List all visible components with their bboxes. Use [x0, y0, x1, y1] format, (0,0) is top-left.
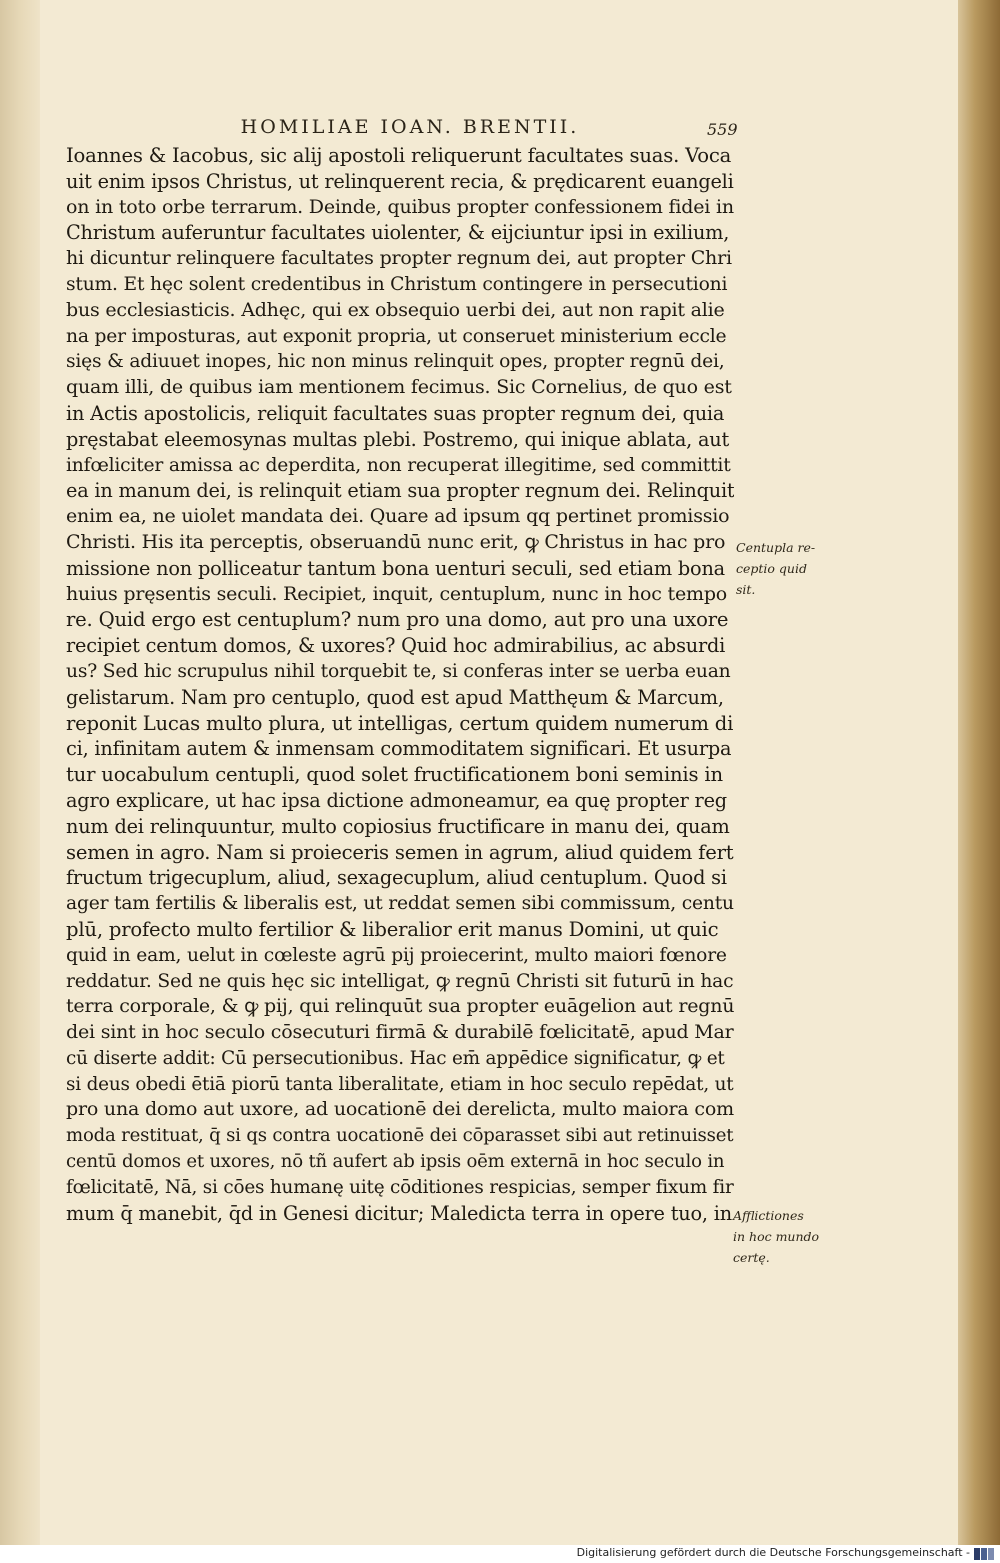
text-line: ci, infinitam autem & inmensam commoditatem significari. Et usurpa [66, 737, 732, 761]
text-line: stum. Et hęc solent credentibus in Christum contingere in persecutioni [66, 273, 728, 295]
text-line: dei sint in hoc seculo cōsecuturi firmā & durabilē fœlicitatē, apud Mar [66, 1021, 734, 1044]
funding-credit: Digitalisierung gefördert durch die Deutsche Forschungsgemeinschaft - [576, 1546, 970, 1559]
text-line: Ioannes & Iacobus, sic alij apostoli reliquerunt facultates suas. Voca [66, 144, 732, 167]
marginal-note: Afflictiones in hoc mundo certę. [733, 1208, 820, 1265]
text-line: uit enim ipsos Christus, ut relinquerent recia, & prędicarent euangeli [66, 169, 734, 193]
text-line: terra corporale, & ꝙ pij, qui relinquūt sua propter euāgelion aut regnū [66, 995, 734, 1018]
digitization-footer [0, 1545, 1000, 1563]
text-line: us? Sed hic scrupulus nihil torquebit te, si conferas inter se uerba euan [66, 660, 731, 682]
text-line: missione non polliceatur tantum bona uenturi seculi, sed etiam bona [66, 556, 725, 580]
book-gutter [0, 0, 40, 1545]
text-line: enim ea, ne uiolet mandata dei. Quare ad ipsum qq pertinet promissio [66, 505, 730, 528]
text-line: mum q̄ manebit, q̄d in Genesi dicitur; Maledicta terra in opere tuo, in [66, 1201, 732, 1225]
text-line: cū diserte addit: Cū persecutionibus. Hac em̄ appēdice significatur, ꝙ et [66, 1047, 725, 1069]
text-line: re. Quid ergo est centuplum? num pro una domo, aut pro una uxore [66, 608, 729, 632]
text-line: centū domos et uxores, nō tñ aufert ab ipsis oēm externā in hoc seculo in [66, 1151, 725, 1173]
text-line: ager tam fertilis & liberalis est, ut reddat semen sibi commissum, centu [66, 893, 734, 915]
text-line: ea in manum dei, is relinquit etiam sua propter regnum dei. Relinquit [66, 479, 734, 503]
folio-number: 559 [707, 120, 738, 139]
text-line: na per imposturas, aut exponit propria, ut conseruet ministerium eccle [66, 325, 727, 347]
text-line: num dei relinquuntur, multo copiosius fructificare in manu dei, quam [66, 814, 730, 838]
text-line: tur uocabulum centupli, quod solet fructificationem boni seminis in [66, 763, 723, 787]
text-line: Christum auferuntur facultates uiolenter, & eijciuntur ipsi in exilium, [66, 221, 730, 245]
text-line: pro una domo aut uxore, ad uocationē dei derelicta, multo maiora com [66, 1098, 734, 1121]
text-line: gelistarum. Nam pro centuplo, quod est apud Matthęum & Marcum, [66, 685, 724, 709]
text-line: in Actis apostolicis, reliquit facultates suas propter regnum dei, quia [66, 401, 725, 425]
text-line: Christi. His ita perceptis, obseruandū nunc erit, ꝙ Christus in hac pro [66, 530, 726, 553]
text-line: huius pręsentis seculi. Recipiet, inquit, centuplum, nunc in hoc tempo [66, 582, 728, 605]
dfg-logo-icon [974, 1548, 996, 1560]
text-line: si deus obedi ētiā piorū tanta liberalitate, etiam in hoc seculo repēdat, ut [66, 1073, 734, 1095]
text-line: quam illi, de quibus iam mentionem fecimus. Sic Cornelius, de quo est [66, 376, 732, 399]
page-fore-edge [958, 0, 1000, 1545]
text-line: plū, profecto multo fertilior & liberalior erit manus Domini, ut quic [66, 917, 719, 941]
text-line: pręstabat eleemosynas multas plebi. Postremo, qui inique ablata, aut [66, 427, 730, 451]
text-line: agro explicare, ut hac ipsa dictione admoneamur, ea quę propter reg [66, 788, 727, 812]
text-line: recipiet centum domos, & uxores? Quid hoc admirabilius, ac absurdi [66, 634, 726, 658]
running-title: HOMILIAE IOAN. BRENTII. [240, 116, 580, 138]
text-line: fructum trigecuplum, aliud, sexagecuplum, aliud centuplum. Quod si [66, 866, 727, 890]
text-line: sięs & adiuuet inopes, hic non minus relinquit opes, propter regnū dei, [66, 351, 725, 373]
text-line: quid in eam, uelut in cœleste agrū pij proiecerint, multo maiori fœnore [66, 944, 727, 966]
text-line: bus ecclesiasticis. Adhęc, qui ex obsequio uerbi dei, aut non rapit alie [66, 298, 725, 321]
text-line: semen in agro. Nam si proieceris semen in agrum, aliud quidem fert [66, 840, 734, 864]
marginal-note: Centupla re- ceptio quid sit. [736, 540, 816, 597]
text-line: reponit Lucas multo plura, ut intelligas, certum quidem numerum di [66, 711, 734, 735]
text-line: on in toto orbe terrarum. Deinde, quibus propter confessionem fidei in [66, 195, 734, 218]
body-text [66, 143, 734, 1226]
text-line: infœliciter amissa ac deperdita, non recuperat illegitime, sed committit [66, 454, 731, 476]
text-line: moda restituat, q̄ si qs contra uocationē dei cōparasset sibi aut retinuisset [66, 1125, 734, 1147]
text-line: fœlicitatē, Nā, si cōes humanę uitę cōditiones respicias, semper fixum fir [66, 1176, 734, 1198]
text-line: hi dicuntur relinquere facultates propter regnum dei, aut propter Chri [66, 247, 732, 270]
text-line: reddatur. Sed ne quis hęc sic intelligat, ꝙ regnū Christi sit futurū in hac [66, 970, 734, 992]
